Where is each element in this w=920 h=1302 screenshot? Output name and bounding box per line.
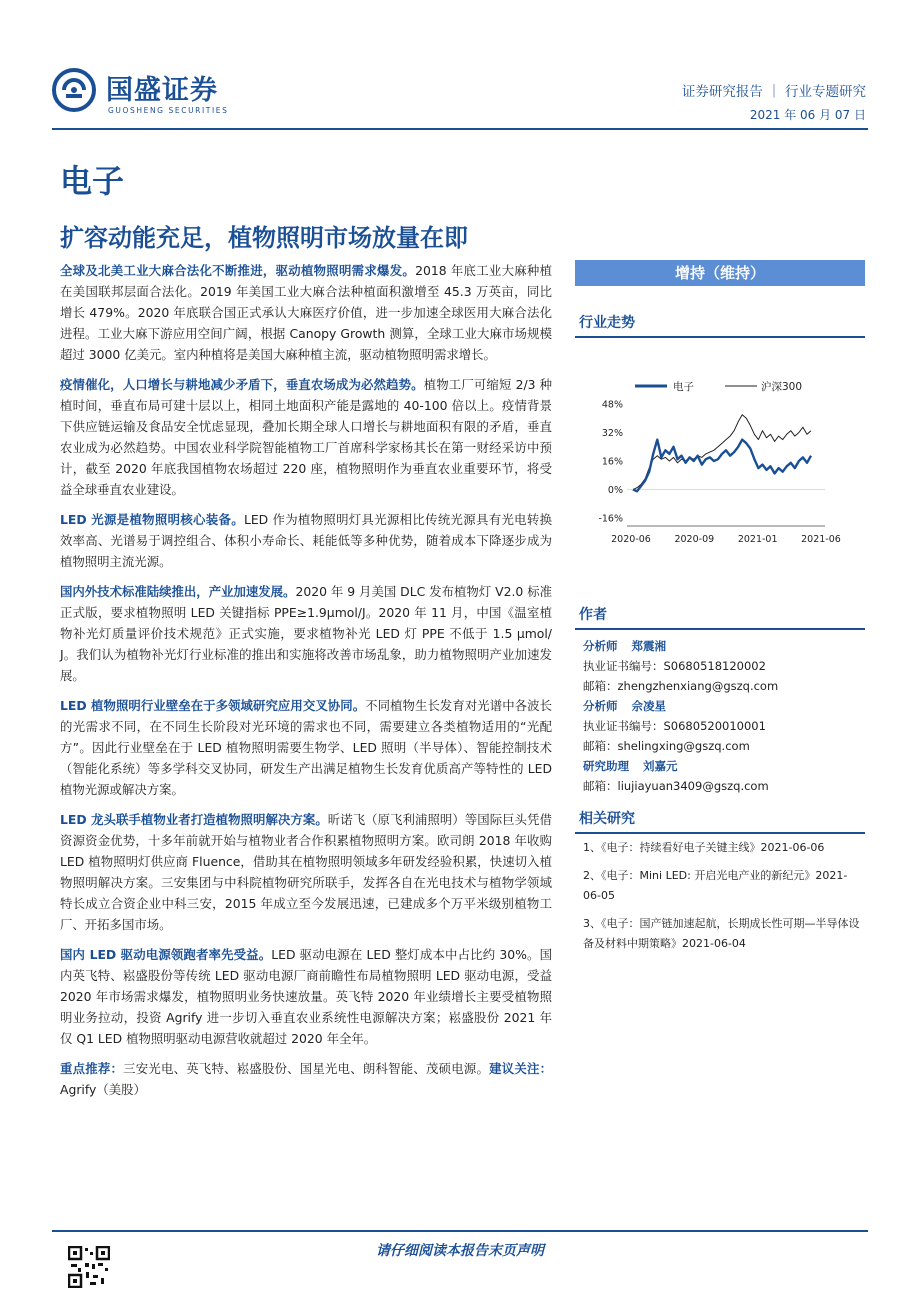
paragraph xyxy=(60,944,552,1049)
report-date: 2021 年 06 月 07 日 xyxy=(749,108,866,122)
analyst-role: 分析师 xyxy=(583,699,618,713)
legend-label-electronics: 电子 xyxy=(673,381,694,393)
email-label: 邮箱： xyxy=(583,679,618,693)
email-label: 邮箱： xyxy=(583,779,618,793)
related-item[interactable]: 2、《电子：Mini LED: 开启光电产业的新纪元》2021-06-05 xyxy=(583,869,848,902)
watch-body: Agrify（美股） xyxy=(60,1082,146,1097)
related-item[interactable]: 3、《电子：国产链加速起航，长期成长性可期—半导体设备及材料中期策略》2021-06-04 xyxy=(583,917,860,950)
y-tick-label: 48% xyxy=(601,399,623,411)
series-line-electronics xyxy=(633,440,811,492)
guosheng-logo-icon xyxy=(52,68,96,112)
assistant-email[interactable]: liujiayuan3409@gszq.com xyxy=(617,779,769,793)
cert-label: 执业证书编号： xyxy=(583,719,664,733)
paragraph-body: 昕诺飞（原飞利浦照明）等国际巨头凭借资源资金优势，十多年前就开始与植物业者合作积累植物照明方案。欧司朗 2018 年收购 LED 植物照明灯供应商 Fluence，借助其在植物照明领域多年研发经验积累，快速切入植物照明解决方案。三安集团与中科院植物研究所联手，发挥各自在光电技术与植物学领域特长成立合资企业中科三安，2015 年成立至今发展迅速，已建成多个万平米级别植物工厂、开拓多国市场。 xyxy=(60,812,552,932)
x-tick-label: 2021-06 xyxy=(801,534,841,545)
trend-section-title: 行业走势 xyxy=(575,306,865,338)
legend-label-hs300: 沪深300 xyxy=(761,381,803,393)
analyst-email[interactable]: zhengzhenxiang@gszq.com xyxy=(617,679,779,693)
paragraph-lead: 疫情催化，人口增长与耕地减少矛盾下，垂直农场成为必然趋势。 xyxy=(60,377,424,392)
x-tick-label: 2020-06 xyxy=(611,534,651,545)
assistant-name: 刘嘉元 xyxy=(643,759,678,773)
y-tick-label: -16% xyxy=(598,513,623,525)
analyst-email[interactable]: shelingxing@gszq.com xyxy=(617,739,750,753)
rating-badge: 增持（维持） xyxy=(575,260,865,286)
paragraph xyxy=(60,509,552,572)
x-tick-label: 2021-01 xyxy=(737,534,778,545)
analyst-block xyxy=(575,636,865,796)
industry-title: 电子 xyxy=(60,162,125,200)
assistant-role: 研究助理 xyxy=(583,759,629,773)
authors-section-title: 作者 xyxy=(575,598,865,630)
logo-text-en: GUOSHENG SECURITIES xyxy=(108,106,229,115)
cert-number: S0680518120002 xyxy=(663,659,766,673)
analyst-name: 郑震湘 xyxy=(631,639,666,653)
x-tick-label: 2020-09 xyxy=(674,534,715,545)
report-type: 证券研究报告 ｜ 行业专题研究 xyxy=(681,84,866,100)
paragraph xyxy=(60,809,552,935)
paragraph-body: 植物工厂可缩短 2/3 种植时间，垂直布局可建十层以上，相同土地面积产能是露地的 40-100 倍以上。疫情背景下供应链运输及食品安全忧虑显现，叠加长期全球人口增长与耕地面积有限的矛盾，垂直农业成为必然趋势。中国农业科学院智能植物工厂首席科学家杨其长在第一财经采访中预计，截至 2020 年底我国植物农场超过 220 座，植物照明作为垂直农业重要环节，将受益全球垂直农业建设。 xyxy=(60,377,553,497)
main-content xyxy=(60,260,552,1109)
cert-label: 执业证书编号： xyxy=(583,659,664,673)
paragraph-body: 不同植物生长发育对光谱中各波长的光需求不同，在不同生长阶段对光环境的需求也不同，需要建立各类植物适用的“光配方”。因此行业壁垒在于 LED 植物照明需要生物学、LED 照明（半导体）、智能控制技术（智能化系统）等多学科交叉协同，研发生产出满足植物生长发育优质高产等特性的 LED 植物光源或解决方案。 xyxy=(60,698,552,797)
trend-chart-svg xyxy=(575,346,865,556)
paragraph xyxy=(60,695,552,800)
analyst-role: 分析师 xyxy=(583,639,618,653)
paragraph-lead: 国内外技术标准陆续推出，产业加速发展。 xyxy=(60,584,296,599)
related-section-title: 相关研究 xyxy=(575,802,865,834)
recommend-lead: 重点推荐： xyxy=(60,1061,124,1076)
y-tick-label: 0% xyxy=(607,485,623,496)
report-headline: 扩容动能充足，植物照明市场放量在即 xyxy=(60,224,468,252)
logo-text-cn: 国盛证券 xyxy=(106,75,218,106)
paragraph-lead: 全球及北美工业大麻合法化不断推进，驱动植物照明需求爆发。 xyxy=(60,263,416,278)
y-tick-label: 16% xyxy=(601,456,623,468)
paragraph-lead: LED 光源是植物照明核心装备。 xyxy=(60,512,244,527)
analyst-name: 佘凌星 xyxy=(631,699,666,713)
email-label: 邮箱： xyxy=(583,739,618,753)
paragraph-lead: LED 龙头联手植物业者打造植物照明解决方案。 xyxy=(60,812,328,827)
cert-number: S0680520010001 xyxy=(663,719,766,733)
header-divider xyxy=(52,128,868,130)
paragraph-body: 2020 年 9 月美国 DLC 发布植物灯 V2.0 标准正式版，要求植物照明 LED 关键指标 PPE≥1.9μmol/J。2020 年 11 月，中国《温室植物补光灯质量评价技术规范》正式实施，要求植物补光 LED 灯 PPE 不低于 1.5 μmol/ J。我们认为植物补光灯行业标准的推出和实施将改善市场乱象，助力植物照明产业加速发展。 xyxy=(60,584,553,683)
company-logo xyxy=(52,62,252,132)
paragraph xyxy=(60,374,552,500)
y-tick-label: 32% xyxy=(601,428,623,439)
paragraph-lead: 国内 LED 驱动电源领跑者率先受益。 xyxy=(60,947,272,962)
sidebar xyxy=(575,260,865,962)
paragraph-lead: LED 植物照明行业壁垒在于多领域研究应用交叉协同。 xyxy=(60,698,366,713)
recommendation xyxy=(60,1058,552,1100)
paragraph xyxy=(60,581,552,686)
related-item[interactable]: 1、《电子：持续看好电子关键主线》2021-06-06 xyxy=(583,841,825,854)
paragraph-body: LED 驱动电源在 LED 整灯成本中占比约 30%。国内英飞特、崧盛股份等传统 LED 驱动电源厂商前瞻性布局植物照明 LED 驱动电源，受益 2020 年市场需求爆发，植物照明业务快速放量。英飞特 2020 年业绩增长主要受植物照明业务拉动，投资 Agrify 进一步切入垂直农业系统性电源解决方案；崧盛股份 2021 年仅 Q1 LED 植物照明驱动电源营收就超过 2020 年全年。 xyxy=(60,947,552,1046)
related-list xyxy=(575,834,865,954)
disclaimer-note: 请仔细阅读本报告末页声明 xyxy=(376,1243,544,1259)
trend-chart xyxy=(575,346,865,556)
footer-divider xyxy=(52,1230,868,1232)
watch-lead: 建议关注： xyxy=(489,1061,553,1076)
paragraph xyxy=(60,260,552,365)
recommend-body: 三安光电、英飞特、崧盛股份、国星光电、朗科智能、茂硕电源。 xyxy=(123,1061,490,1076)
paragraph-body: LED 作为植物照明灯具光源相比传统光源具有光电转换效率高、光谱易于调控组合、体积小寿命长、耗能低等多种优势，随着成本下降逐步成为植物照明主流光源。 xyxy=(60,512,552,569)
paragraph-body: 2018 年底工业大麻种植在美国联邦层面合法化。2019 年美国工业大麻合法种植面积激增至 45.3 万英亩，同比增长 479%。2020 年底联合国正式承认大麻医疗价值，进一步加速全球医用大麻合法化进程。工业大麻下游应用空间广阔，根据 Canopy Growth 测算，全球工业大麻市场规模超过 3000 亿美元。室内种植将是美国大麻种植主流，驱动植物照明需求增长。 xyxy=(60,263,552,362)
